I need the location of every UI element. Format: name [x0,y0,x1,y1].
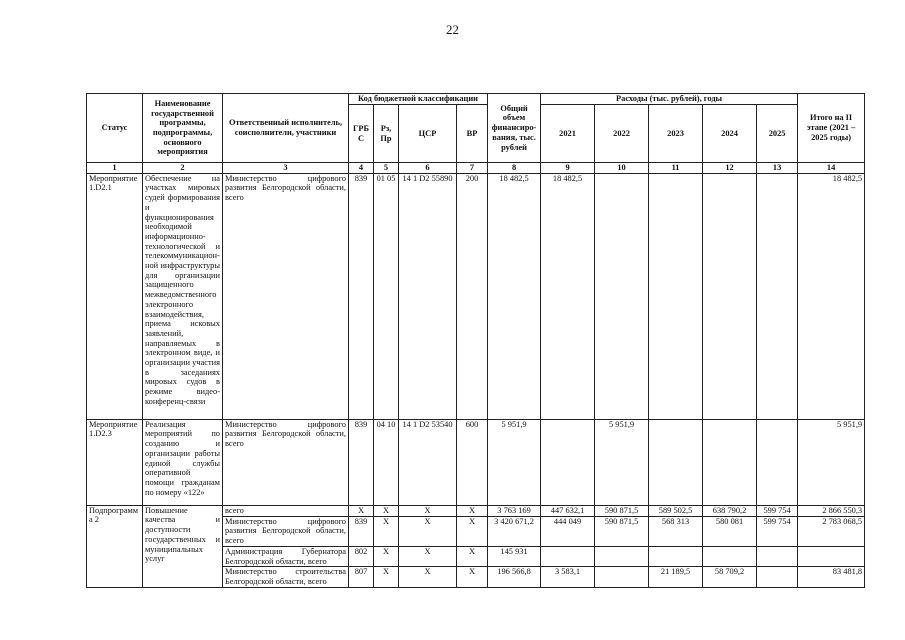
y2021-cell [541,419,595,505]
col-header-vr: ВР [457,105,488,163]
y2021-cell: 444 049 [541,516,595,546]
column-number: 5 [374,163,399,174]
y2023-cell: 21 189,5 [649,567,703,587]
col-header-rz-pr: Рз, Пр [374,105,399,163]
column-number: 7 [457,163,488,174]
y2022-cell [595,546,649,566]
grbs-cell: 839 [349,419,374,505]
y2022-cell [595,567,649,587]
vr-cell: Х [457,505,488,516]
y2025-cell [757,546,798,566]
y2023-cell: 589 502,5 [649,505,703,516]
column-number: 2 [143,163,223,174]
csr-cell: 14 1 D2 53540 [399,419,457,505]
vr-cell: Х [457,516,488,546]
col-header-stage-total: Итого на II этапе (2021 – 2025 годы) [798,94,865,163]
total-cell: 18 482,5 [488,173,541,419]
total-cell: 3 420 671,2 [488,516,541,546]
stage-total-cell: 18 482,5 [798,173,865,419]
vr-cell: Х [457,546,488,566]
rz-pr-cell: Х [374,567,399,587]
executor-cell: Администрация Губернатора Белгородской области, всего [223,546,349,566]
stage-total-cell [798,546,865,566]
budget-table [86,93,865,588]
column-number: 14 [798,163,865,174]
y2024-cell: 58 709,2 [703,567,757,587]
executor-cell: Министерство строительства Белгородской области, всего [223,567,349,587]
column-number: 11 [649,163,703,174]
col-header-status: Статус [87,94,143,163]
csr-cell: Х [399,516,457,546]
col-header-2024: 2024 [703,105,757,163]
col-header-2022: 2022 [595,105,649,163]
y2021-cell: 447 632,1 [541,505,595,516]
y2024-cell: 638 790,2 [703,505,757,516]
name-cell: Реализация мероприятий по созданию и организации работы единой службы оперативной помощи гражданам по номеру «122» [143,419,223,505]
y2025-cell: 599 754 [757,505,798,516]
total-cell: 5 951,9 [488,419,541,505]
column-number: 3 [223,163,349,174]
col-header-executor: Ответственный исполнитель, соисполнители, участники [223,94,349,163]
y2024-cell [703,546,757,566]
col-header-name: Наименование государственной программы, подпрограммы, основного мероприятия [143,94,223,163]
status-cell: Подпрограмма 2 [87,505,143,587]
executor-cell: Министерство цифрового развития Белгородской области, всего [223,173,349,419]
y2024-cell [703,173,757,419]
rz-pr-cell: Х [374,516,399,546]
column-number: 8 [488,163,541,174]
y2023-cell [649,546,703,566]
stage-total-cell: 5 951,9 [798,419,865,505]
status-cell: Мероприятие 1.D2.1 [87,173,143,419]
column-number: 13 [757,163,798,174]
grbs-cell: Х [349,505,374,516]
csr-cell: Х [399,505,457,516]
col-header-csr: ЦСР [399,105,457,163]
y2023-cell: 568 313 [649,516,703,546]
col-header-budget-code: Код бюджетной классификации [349,94,488,105]
column-number: 1 [87,163,143,174]
page-number: 22 [446,22,459,37]
y2021-cell: 3 583,1 [541,567,595,587]
column-number: 6 [399,163,457,174]
rz-pr-cell: 01 05 [374,173,399,419]
y2022-cell: 5 951,9 [595,419,649,505]
column-number: 12 [703,163,757,174]
grbs-cell: 839 [349,516,374,546]
vr-cell: 600 [457,419,488,505]
executor-cell: Министерство цифрового развития Белгородской области, всего [223,516,349,546]
column-number: 9 [541,163,595,174]
vr-cell: Х [457,567,488,587]
col-header-expenses: Расходы (тыс. рублей), годы [541,94,798,105]
col-header-grbs: ГРБС [349,105,374,163]
y2023-cell [649,419,703,505]
rz-pr-cell: Х [374,505,399,516]
csr-cell: Х [399,567,457,587]
y2025-cell [757,567,798,587]
y2024-cell: 580 081 [703,516,757,546]
name-cell: Обеспечение на участках мировых судей формирования и функционирования необходимой информационно-технологической и телекоммуникацион-ной инфраструктуры для организации защищенного межведомственного электронного взаимодействия, приема исковых заявлений, направляемых в электронном виде, и организации участия в заседаниях мировых судов в режиме видео-конференц-связи [143,173,223,419]
table-row [87,505,865,516]
col-header-2021: 2021 [541,105,595,163]
y2022-cell: 590 871,5 [595,505,649,516]
status-cell: Мероприятие 1.D2.3 [87,419,143,505]
col-header-2025: 2025 [757,105,798,163]
y2023-cell [649,173,703,419]
column-number: 4 [349,163,374,174]
executor-cell: Министерство цифрового развития Белгородской области, всего [223,419,349,505]
y2021-cell [541,546,595,566]
csr-cell: 14 1 D2 55890 [399,173,457,419]
vr-cell: 200 [457,173,488,419]
y2021-cell: 18 482,5 [541,173,595,419]
stage-total-cell: 2 866 550,3 [798,505,865,516]
y2025-cell: 599 754 [757,516,798,546]
column-number-row [87,163,865,174]
table-row [87,419,865,505]
y2024-cell [703,419,757,505]
total-cell: 196 566,8 [488,567,541,587]
executor-cell: всего [223,505,349,516]
grbs-cell: 807 [349,567,374,587]
csr-cell: Х [399,546,457,566]
header-row [87,94,865,105]
name-cell: Повышение качества и доступности государственных и муниципальных услуг [143,505,223,587]
stage-total-cell: 2 783 068,5 [798,516,865,546]
rz-pr-cell: 04 10 [374,419,399,505]
y2025-cell [757,419,798,505]
y2022-cell: 590 871,5 [595,516,649,546]
stage-total-cell: 83 481,8 [798,567,865,587]
grbs-cell: 802 [349,546,374,566]
rz-pr-cell: Х [374,546,399,566]
y2025-cell [757,173,798,419]
col-header-total: Общий объем финансиро-вания, тыс. рублей [488,94,541,163]
y2022-cell [595,173,649,419]
column-number: 10 [595,163,649,174]
total-cell: 145 931 [488,546,541,566]
col-header-2023: 2023 [649,105,703,163]
total-cell: 3 763 169 [488,505,541,516]
grbs-cell: 839 [349,173,374,419]
table-row [87,173,865,419]
